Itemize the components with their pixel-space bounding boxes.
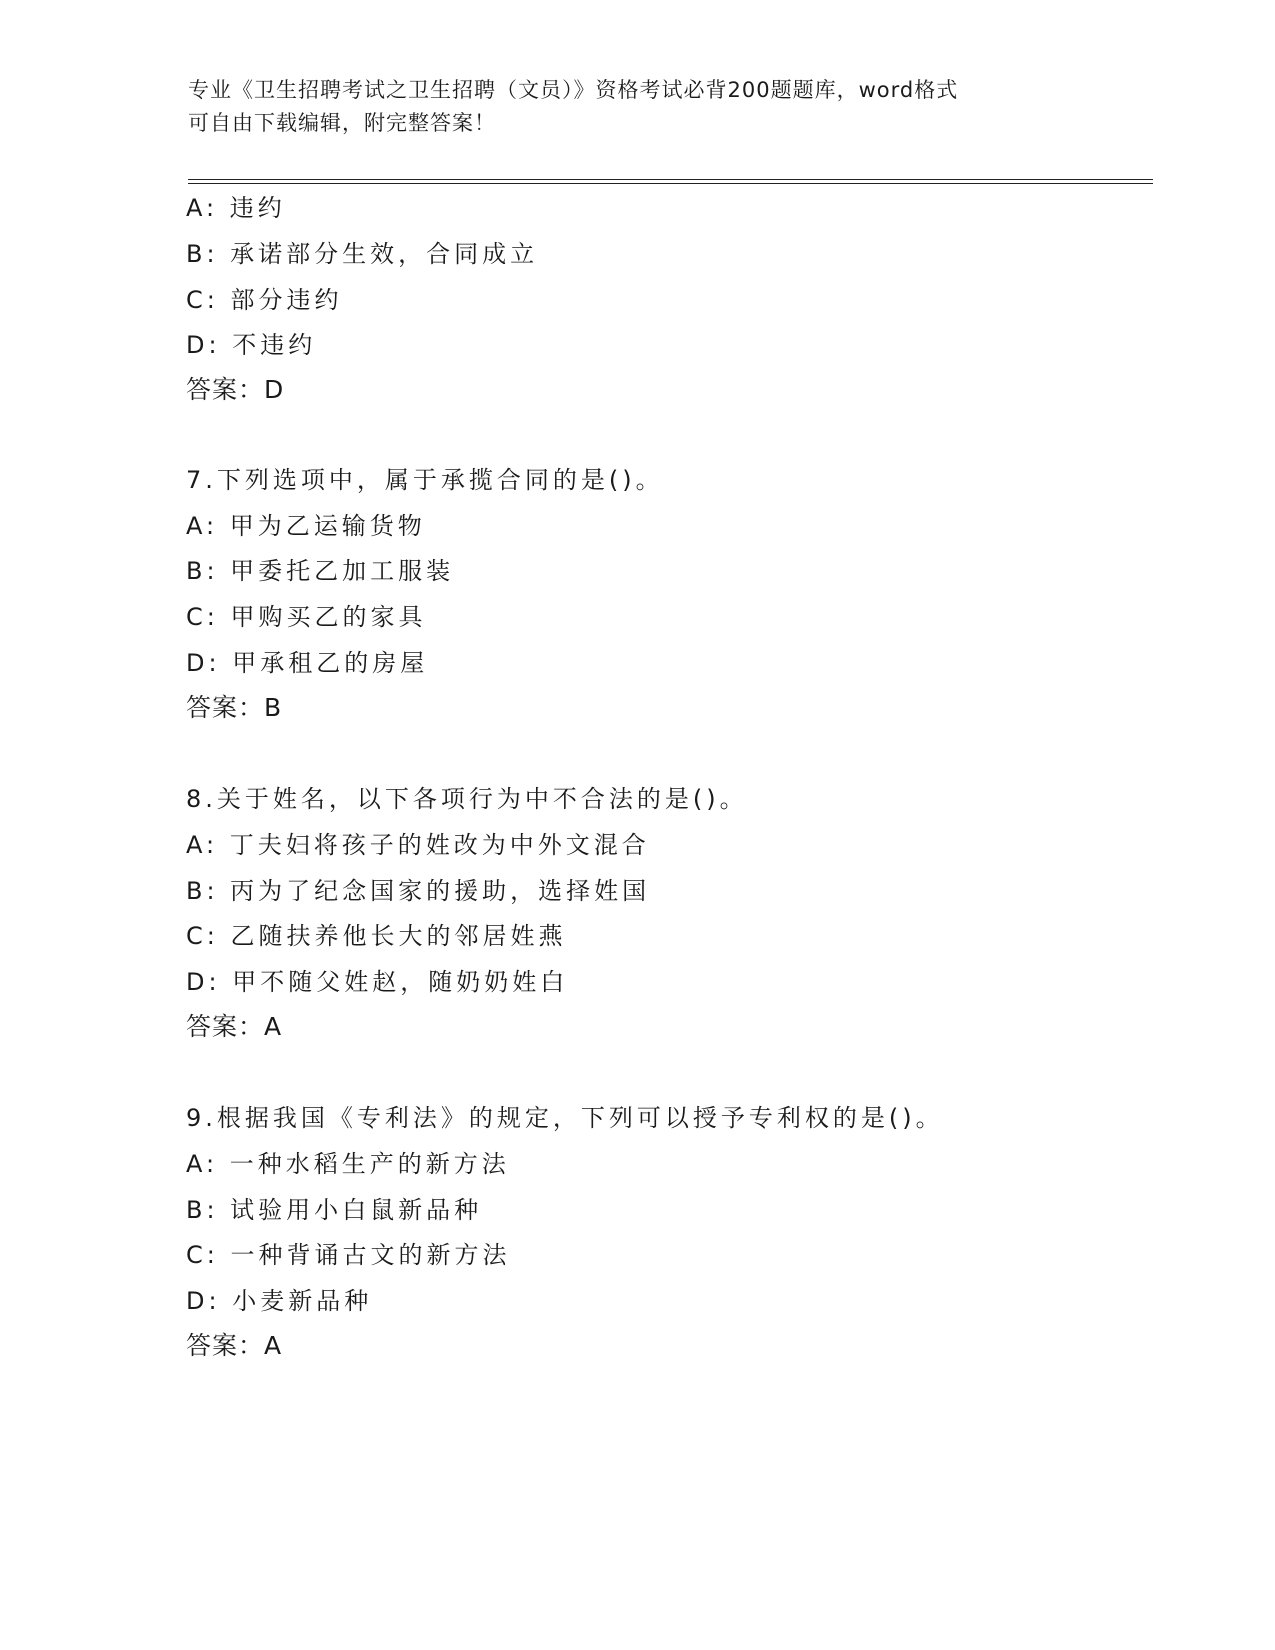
question-9-text: 9.根据我国《专利法》的规定，下列可以授予专利权的是()。 [186, 1104, 944, 1132]
document-header [188, 74, 1088, 140]
question-8-text: 8.关于姓名，以下各项行为中不合法的是()。 [186, 785, 748, 813]
question-7-text: 7.下列选项中，属于承揽合同的是()。 [186, 466, 664, 494]
prev-option-d: D: 不违约 [186, 331, 317, 359]
header-line-2: 可自由下载编辑，附完整答案！ [188, 111, 496, 135]
header-divider-top [188, 179, 1153, 180]
prev-option-b: B: 承诺部分生效，合同成立 [186, 240, 539, 268]
question-9-option-c: C: 一种背诵古文的新方法 [186, 1241, 511, 1269]
question-7-option-d: D: 甲承租乙的房屋 [186, 649, 429, 677]
question-9-answer: 答案：A [186, 1331, 283, 1360]
question-9-option-a: A: 一种水稻生产的新方法 [186, 1150, 510, 1178]
question-7-option-c: C: 甲购买乙的家具 [186, 603, 427, 631]
question-9-option-b: B: 试验用小白鼠新品种 [186, 1196, 483, 1224]
prev-option-a: A: 违约 [186, 194, 286, 222]
header-line-1: 专业《卫生招聘考试之卫生招聘（文员）》资格考试必背200题题库，word格式 [188, 78, 959, 102]
question-8-option-d: D: 甲不随父姓赵，随奶奶姓白 [186, 968, 569, 996]
question-7-answer: 答案：B [186, 693, 283, 722]
question-8-option-b: B: 丙为了纪念国家的援助，选择姓国 [186, 877, 651, 905]
question-8-answer: 答案：A [186, 1012, 283, 1041]
question-9-option-d: D: 小麦新品种 [186, 1287, 373, 1315]
header-divider-bottom [188, 183, 1153, 184]
question-8-option-a: A: 丁夫妇将孩子的姓改为中外文混合 [186, 831, 650, 859]
question-8-option-c: C: 乙随扶养他长大的邻居姓燕 [186, 922, 567, 950]
prev-answer: 答案：D [186, 375, 285, 404]
prev-option-c: C: 部分违约 [186, 286, 343, 314]
question-7-option-b: B: 甲委托乙加工服装 [186, 557, 455, 585]
question-7-option-a: A: 甲为乙运输货物 [186, 512, 426, 540]
